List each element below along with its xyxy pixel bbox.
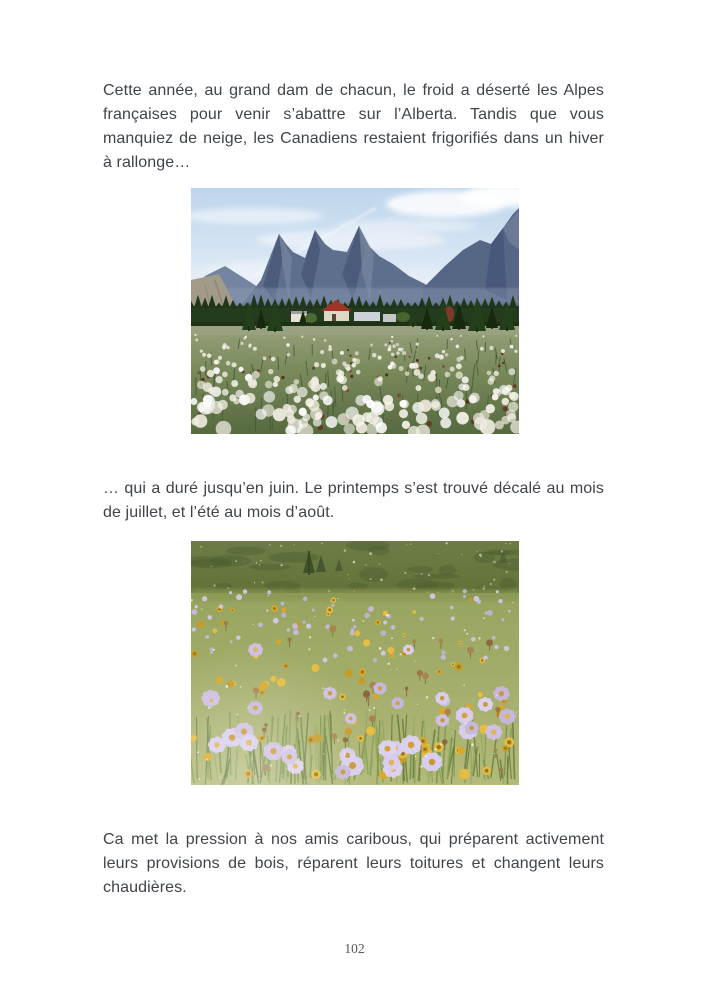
paragraph-intro: Cette année, au grand dam de chacun, le froid a déserté les Alpes françaises pour venir s’abattre sur l’Alberta. Tandis que vous manquiez de neige, les Canadiens restaient frigorifiés dans un hiver à rallonge…: [103, 82, 604, 171]
mountain-photo-canvas: [191, 188, 519, 434]
meadow-photo-canvas: [191, 541, 519, 785]
paragraph-middle: … qui a duré jusqu’en juin. Le printemps s’est trouvé décalé au mois de juillet, et l’été au mois d’août.: [103, 480, 604, 521]
mountain-dandelion-field-photo: [191, 188, 519, 434]
page-number: 102: [344, 941, 365, 956]
paragraph-closing: Ca met la pression à nos amis caribous, qui préparent activement leurs provisions de bois, réparent leurs toitures et changent leurs chaudières.: [103, 831, 604, 896]
alpine-wildflower-meadow-photo: [191, 541, 519, 785]
